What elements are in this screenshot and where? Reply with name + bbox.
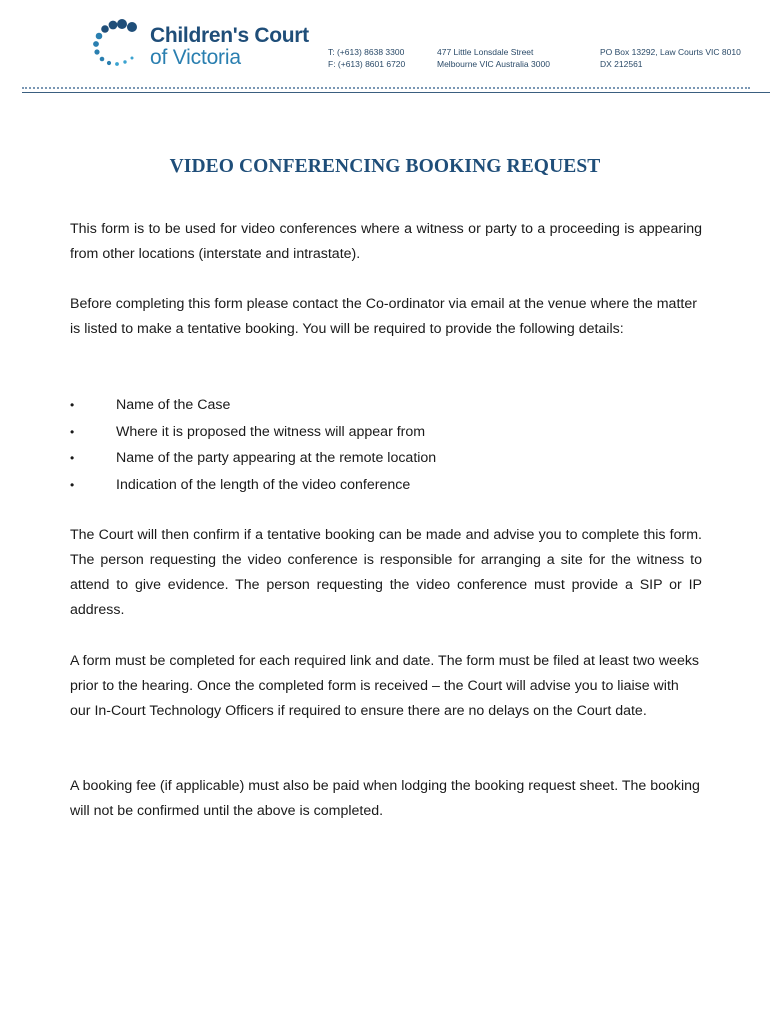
bullet-icon: • — [70, 424, 75, 439]
list-item — [70, 394, 710, 421]
required-details-list — [70, 394, 710, 500]
paragraph-before-completing: Before completing this form please contact the Co-ordinator via email at the venue where the matter is listed to make a tentative booking. You will be required to provide the following details: — [70, 296, 697, 337]
paragraph-purpose: This form is to be used for video conferences where a witness or party to a proceeding is appearing from other locations (interstate and intrastate). — [70, 221, 702, 262]
contact-address-block — [437, 46, 550, 70]
list-item-text: Name of the party appearing at the remote location — [116, 450, 437, 466]
court-logo-icon — [92, 18, 144, 70]
list-item — [70, 447, 710, 474]
fax-number: F: (+613) 8601 6720 — [328, 59, 406, 69]
paragraph-court-confirmation: The Court will then confirm if a tentative booking can be made and advise you to complete this form. The person requesting the video conference is responsible for arranging a site for the witness to attend to give evidence. The person requesting the video conference must provide a SIP or IP address. — [70, 527, 702, 618]
header-divider — [22, 86, 770, 93]
contact-phone-block — [328, 46, 405, 70]
city-address: Melbourne VIC Australia 3000 — [437, 59, 550, 69]
list-item-text: Where it is proposed the witness will appear from — [116, 423, 426, 440]
paragraph-booking-fee: A booking fee (if applicable) must also be paid when lodging the booking request sheet. The booking will not be confirmed until the above is completed. — [70, 778, 700, 819]
document-title: VIDEO CONFERENCING BOOKING REQUEST — [169, 156, 601, 177]
po-box: PO Box 13292, Law Courts VIC 8010 — [600, 47, 741, 57]
list-item — [70, 474, 710, 501]
court-logo — [92, 18, 332, 70]
logo-text-line1: Children's Court — [150, 24, 309, 47]
dx-number: DX 212561 — [600, 59, 643, 69]
bullet-icon: • — [70, 398, 75, 412]
phone-number: T: (+613) 8638 3300 — [328, 47, 405, 57]
list-item-text: Indication of the length of the video conference — [116, 476, 411, 493]
list-item-text: Name of the Case — [116, 397, 231, 413]
street-address: 477 Little Lonsdale Street — [437, 47, 534, 57]
list-item — [70, 421, 710, 448]
paragraph-form-requirements: A form must be completed for each required link and date. The form must be filed at least two weeks prior to the hearing. Once the completed form is received – the Court will advise you to liaise with our In-Court Technology Officers if required to ensure there are no delays on the Court date. — [70, 653, 700, 719]
logo-text-line2: of Victoria — [150, 46, 241, 69]
contact-postal-block — [600, 46, 741, 70]
bullet-icon: • — [70, 451, 75, 465]
bullet-icon: • — [70, 477, 75, 492]
